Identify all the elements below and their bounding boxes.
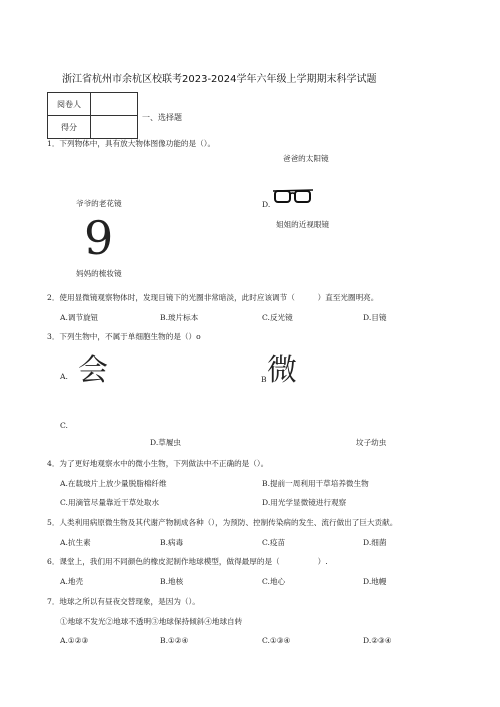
q4-option-c: C.用滴管尽量靠近干草处取水: [60, 498, 160, 507]
q1-mirror-figure: 9: [84, 211, 114, 265]
question-6-stem: 6．课堂上，我们用不同颜色的橡皮泥制作地球模型，做得最厚的是（ ）.: [47, 557, 328, 566]
q4-option-a: A.在载玻片上放少量脱脂棉纤维: [60, 479, 167, 488]
q5-option-c: C.疫苗: [262, 538, 286, 547]
q3-option-b-label: B: [261, 375, 267, 384]
q1-label-mom-mirror: 妈妈的梳妆镜: [76, 269, 122, 278]
score-table-reviewer-box: [91, 93, 138, 116]
q1-label-dad-sunglasses: 爸爸的太阳镜: [283, 154, 329, 163]
question-1-stem: 1．下列物体中，具有放大物体图像功能的是（）。: [47, 139, 216, 148]
section-heading: 一、选择题: [142, 113, 182, 122]
q2-option-a: A.调节旋钮: [60, 313, 99, 322]
q7-option-a: A.①②③: [60, 636, 89, 645]
q6-option-d: D.地幔: [363, 577, 387, 586]
q6-option-c: C.地心: [262, 577, 286, 586]
q1-label-grandpa-reading-glasses: 爷爷的老花镜: [76, 199, 122, 208]
q4-option-d: D.用光学显微镜进行观察: [262, 498, 347, 507]
score-table-reviewer-label: 阅卷人: [48, 93, 91, 116]
q7-option-b: B.①②④: [160, 636, 189, 645]
q5-option-b: B.病毒: [160, 538, 184, 547]
page-title: 浙江省杭州市余杭区校联考2023-2024学年六年级上学期期末科学试题: [62, 74, 377, 85]
q3-option-b-figure: 微: [267, 353, 297, 388]
q3-option-d-label: D.草履虫: [150, 438, 182, 447]
q5-option-d: D.细菌: [363, 538, 387, 547]
score-table: [47, 92, 138, 139]
q3-option-a-label: A.: [60, 372, 68, 381]
q5-option-a: A.抗生素: [60, 538, 91, 547]
q4-option-b: B.提前一周利用干草培养微生物: [262, 479, 369, 488]
q1-label-sister-myopia-glasses: 姐姐的近视眼镜: [276, 220, 330, 229]
question-2-stem: 2．使用显微镜观察物体时，发现目镜下的光圈非常暗淡，此时应该调节（ ）直至光圈明亮。: [47, 293, 379, 302]
question-4-stem: 4．为了更好地观察水中的微小生物，下列做法中不正确的是（）。: [47, 459, 269, 468]
q6-option-b: B.地核: [160, 577, 184, 586]
question-5-stem: 5．人类利用病原微生物及其代谢产物制成各种（），为预防、控制传染病的发生、流行做出了巨大贡献。: [47, 518, 398, 527]
q3-option-c-label: C.: [60, 421, 68, 430]
q2-option-c: C.反光镜: [262, 313, 293, 322]
q7-statements: ①地球不发光②地球不透明③地球保持倾斜④地球自转: [60, 617, 243, 626]
q3-option-a-figure: 会: [78, 353, 108, 388]
q2-option-d: D.目镜: [363, 313, 387, 322]
score-table-score-label: 得分: [48, 116, 91, 139]
score-table-score-box: [91, 116, 138, 139]
q7-option-d: D.②③④: [363, 636, 392, 645]
q7-option-c: C.①③④: [262, 636, 291, 645]
question-7-stem: 7．地球之所以有昼夜交替现象，是因为（）。: [47, 597, 200, 606]
q2-option-b: B.玻片标本: [160, 313, 199, 322]
q6-option-a: A.地壳: [60, 577, 84, 586]
q1-option-d-label: D.: [262, 200, 271, 209]
question-3-stem: 3．下列生物中，不属于单细胞生物的是（）o: [47, 332, 201, 341]
glasses-icon: [272, 187, 314, 205]
q3-mosquito-larva-label: 坟子幼虫: [356, 438, 387, 447]
